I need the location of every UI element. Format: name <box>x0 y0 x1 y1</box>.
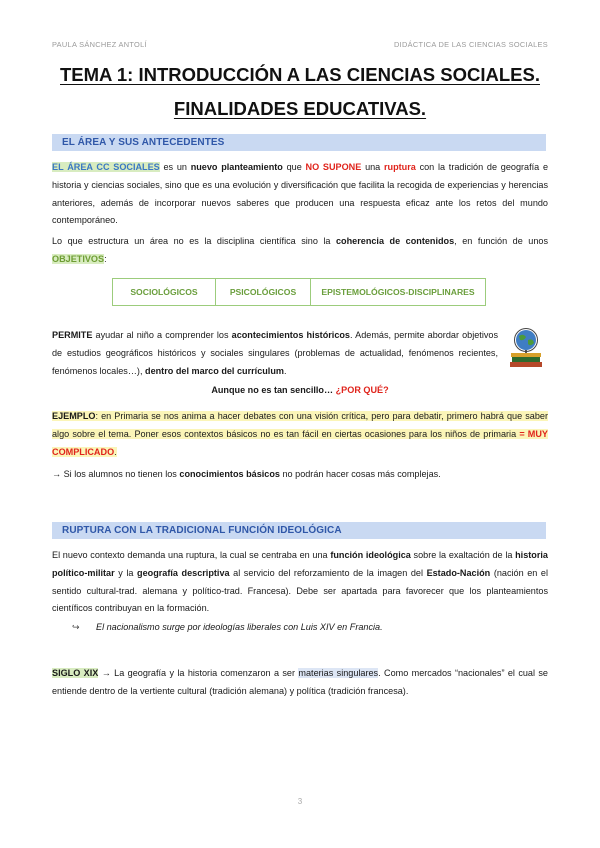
objective-cell: SOCIOLÓGICOS <box>113 279 216 305</box>
text: es un <box>159 162 191 172</box>
paragraph-area-intro <box>52 159 548 230</box>
page-title-line1: TEMA 1: INTRODUCCIÓN A LAS CIENCIAS SOCIALES. <box>60 64 540 85</box>
text: . <box>283 365 287 376</box>
term-nuevo-planteamiento: nuevo planteamiento <box>190 162 283 172</box>
term-funcion-ideologica: función ideológica <box>330 550 411 560</box>
text: → La geografía y la historia comenzaron a ser <box>98 668 299 678</box>
objective-cell: PSICOLÓGICOS <box>216 279 311 305</box>
header-author: PAULA SÁNCHEZ ANTOLÍ <box>52 40 147 49</box>
paragraph-conocimientos <box>52 466 548 484</box>
page-title-line2: FINALIDADES EDUCATIVAS. <box>173 98 427 119</box>
term-marco-curriculum: dentro del marco del currículum <box>145 365 284 376</box>
page-number: 3 <box>297 797 303 806</box>
objectives-table <box>112 278 486 306</box>
objective-cell: EPISTEMOLÓGICOS-DISCIPLINARES <box>321 287 475 297</box>
term-ejemplo: EJEMPLO <box>52 411 96 421</box>
term-acontecimientos: acontecimientos históricos <box>231 330 350 340</box>
text: sobre la exaltación de la <box>410 550 516 560</box>
term-permite: PERMITE <box>52 330 93 340</box>
term-objetivos: OBJETIVOS <box>52 253 105 264</box>
paragraph-permite <box>52 327 498 380</box>
text: una <box>361 162 384 172</box>
text: → Si los alumnos no tienen los <box>52 469 180 479</box>
text: que <box>282 162 306 172</box>
term-coherencia: coherencia de contenidos <box>336 236 455 246</box>
question-line <box>0 385 600 395</box>
text: El nuevo contexto demanda una ruptura, la cual se centraba en una <box>52 550 331 560</box>
text: , en función de unos <box>454 236 548 246</box>
term-area-cc-sociales: EL ÁREA CC SOCIALES <box>52 162 160 172</box>
text: y la <box>114 567 138 578</box>
text: . Como mercados “nacionales” el cual se entiende dentro de la vertiente cultural (tradición alemana) y política (tradición francesa). <box>52 668 548 696</box>
text: : en Primaria se nos anima a hacer debates con una visión crítica, pero para debatir, primero habrá que saber algo sobre el tema. Poner esos contextos básicos no es tan fácil en ciertas ocasiones para los niños de primaria <box>52 411 548 439</box>
term-geografia-descriptiva: geografía descriptiva <box>137 567 230 578</box>
term-materias-singulares: materias singulares <box>298 668 379 678</box>
section-heading-area: EL ÁREA Y SUS ANTECEDENTES <box>52 134 546 151</box>
term-historia-politico-militar: historia político-militar <box>52 550 548 578</box>
text: : <box>104 253 107 264</box>
text: con la tradición de geografía e historia y ciencias sociales, sino que es una evolución y diversificación que facilita la recogida de experiencias y herencias anteriores, además de incorporar nuevos saberes que producen una respuesta eficaz ante los retos del mundo contemporáneo. <box>52 162 548 226</box>
term-estado-nacion: Estado-Nación <box>426 567 491 578</box>
paragraph-structure <box>52 233 548 269</box>
text: . <box>114 446 117 457</box>
bullet-nacionalismo: El nacionalismo surge por ideologías liberales con Luis XIV en Francia. <box>96 622 383 632</box>
globe-books-icon <box>506 328 546 370</box>
term-muy-complicado: = MUY COMPLICADO <box>52 428 549 457</box>
paragraph-siglo-xix <box>52 665 548 701</box>
paragraph-ruptura <box>52 547 548 618</box>
hook-arrow-icon: ↪ <box>72 622 80 632</box>
text: (nación en el sentido cultural-trad. alemana y político-trad. Francesa). Debe ser apartada para favorecer que los planteamientos científicos contribuyan en la formación. <box>52 567 548 614</box>
term-no-supone: NO SUPONE <box>305 162 362 172</box>
paragraph-example <box>52 408 548 461</box>
text: . Además, permite abordar objetivos de estudios geográficos históricos y sociales singulares (problemas de actualidad, fenómenos recientes, fenómenos locales…), <box>52 330 499 376</box>
header-subject: DIDÁCTICA DE LAS CIENCIAS SOCIALES <box>394 40 548 49</box>
term-conocimientos-basicos: conocimientos básicos <box>179 469 280 479</box>
term-por-que: ¿POR QUÉ? <box>335 385 389 395</box>
text: no podrán hacer cosas más complejas. <box>279 469 441 479</box>
text: al servicio del reforzamiento de la imagen del <box>229 567 427 578</box>
text: ayudar al niño a comprender los <box>92 330 232 340</box>
term-ruptura: ruptura <box>384 162 416 172</box>
text: Aunque no es tan sencillo… <box>211 385 336 395</box>
section-heading-ruptura: RUPTURA CON LA TRADICIONAL FUNCIÓN IDEOLÓGICA <box>52 522 546 539</box>
text: Lo que estructura un área no es la disciplina científica sino la <box>52 236 336 246</box>
term-siglo-xix: SIGLO XIX <box>52 668 99 678</box>
